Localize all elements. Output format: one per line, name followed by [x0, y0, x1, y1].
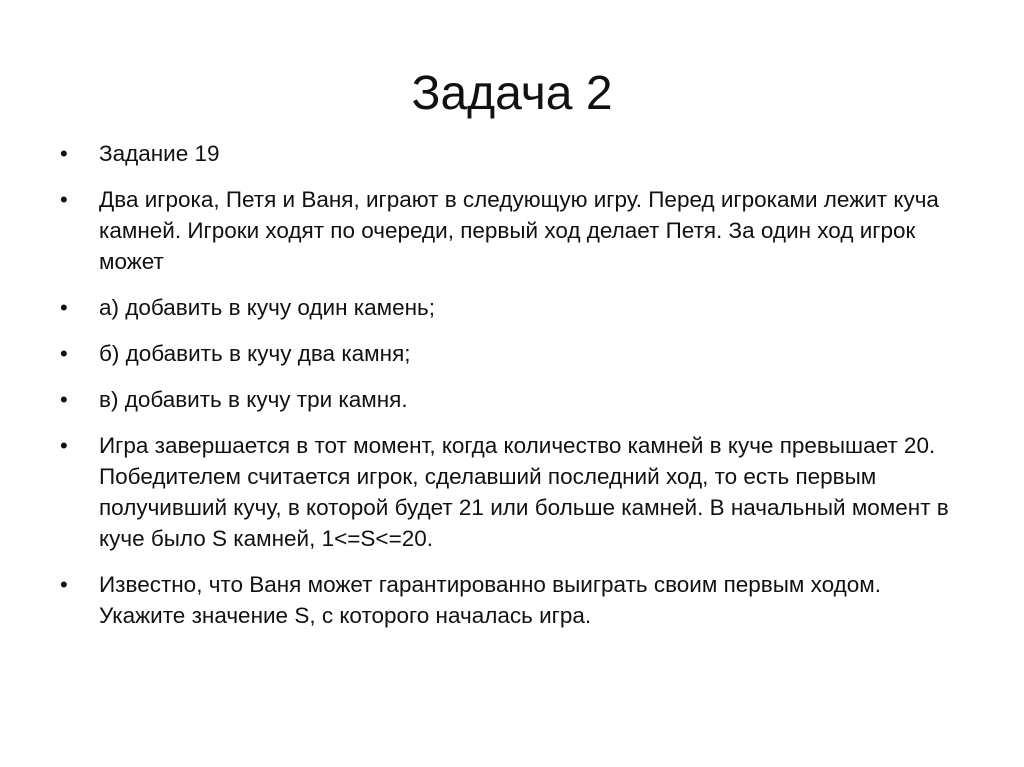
bullet-item-option-b — [60, 338, 970, 369]
bullet-text: Игра завершается в тот момент, когда количество камней в куче превышает 20. Победителем считается игрок, сделавший последний ход, то есть первым получивший кучу, в которой будет 21 или больше камней. В начальный момент в куче было S камней, 1<=S<=20. — [99, 433, 949, 551]
bullet-item-end-condition — [60, 430, 970, 554]
bullet-icon: • — [60, 341, 68, 366]
bullet-item-game-description — [60, 184, 970, 277]
bullet-icon: • — [60, 433, 68, 458]
slide-title: Задача 2 — [411, 67, 613, 120]
bullet-text: Известно, что Ваня может гарантированно выиграть своим первым ходом. Укажите значение S, с которого началась игра. — [99, 572, 882, 628]
bullet-text: Задание 19 — [99, 141, 220, 166]
bullet-text: а) добавить в кучу один камень; — [99, 295, 435, 320]
bullet-text: б) добавить в кучу два камня; — [99, 341, 411, 366]
bullet-icon: • — [60, 295, 68, 320]
bullet-icon: • — [60, 387, 68, 412]
bullet-item-option-a — [60, 292, 970, 323]
bullet-icon: • — [60, 572, 68, 597]
bullet-item-task-number — [60, 138, 970, 169]
bullet-text: в) добавить в кучу три камня. — [99, 387, 408, 412]
bullet-item-question — [60, 569, 970, 631]
bullet-icon: • — [60, 187, 68, 212]
bullet-list — [60, 138, 970, 646]
bullet-text: Два игрока, Петя и Ваня, играют в следующую игру. Перед игроками лежит куча камней. Игроки ходят по очереди, первый ход делает Петя. За один ход игрок может — [99, 187, 939, 274]
bullet-icon: • — [60, 141, 68, 166]
bullet-item-option-c — [60, 384, 970, 415]
